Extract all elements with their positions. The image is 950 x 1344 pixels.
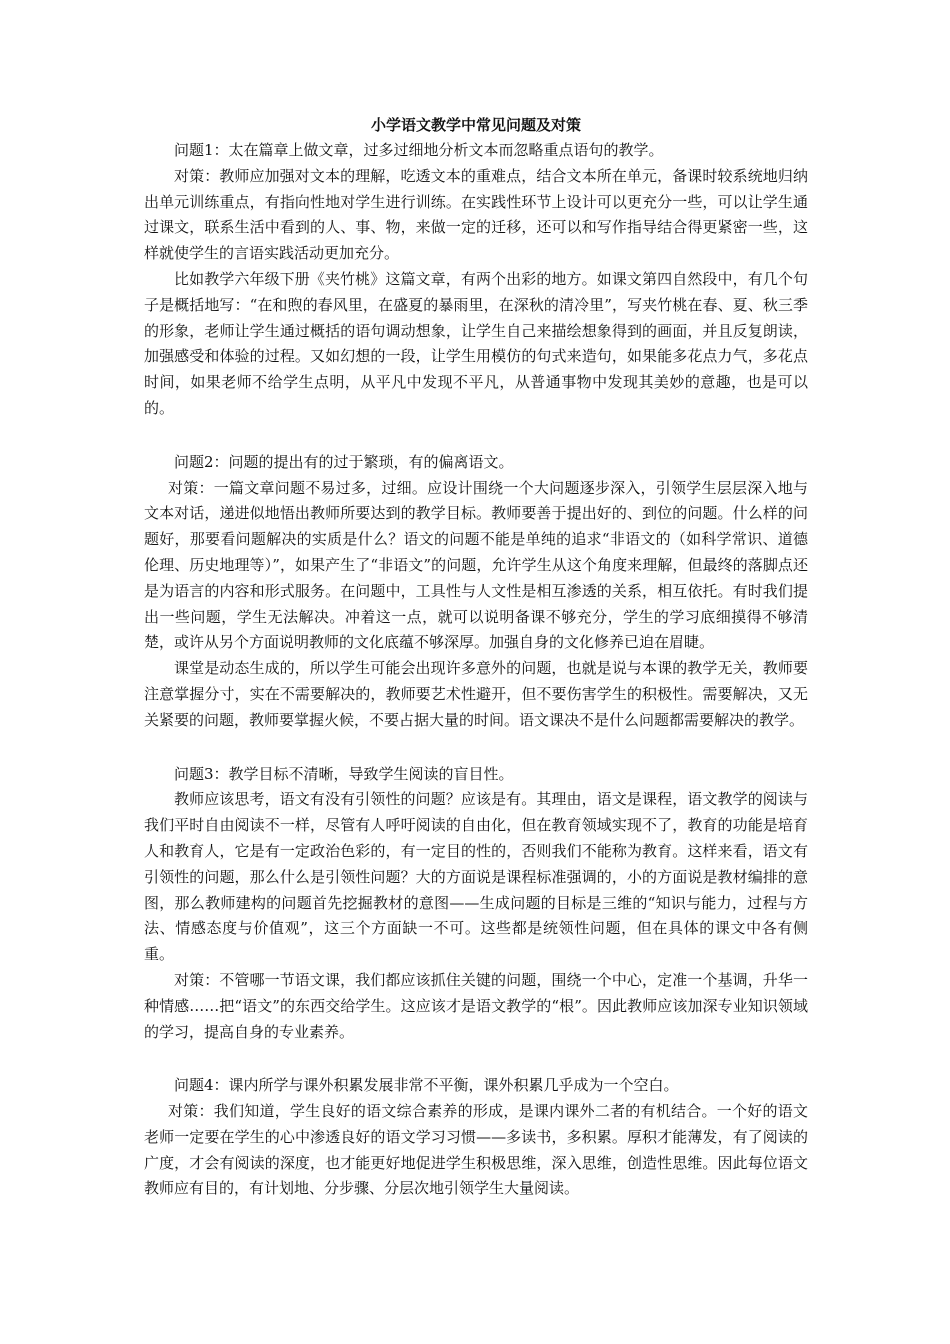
problem-2-strategy: 对策：一篇文章问题不易过多，过细。应设计围绕一个大问题逐步深入，引领学生层层深入地与文本对话，递进似地悟出教师所要达到的教学目标。教师要善于提出好的、到位的问题。什么样的问题好，那要看问题解决的实质是什么？语文的问题不能是单纯的追求“非语文的（如科学常识、道德伦理、历史地理等）”，如果产生了“非语文”的问题，允许学生从这个角度来理解，但最终的落脚点还是为语言的内容和形式服务。在问题中，工具性与人文性是相互渗透的关系，相互依托。有时我们提出一些问题，学生无法解决。冲着这一点，就可以说明备课不够充分，学生的学习底细摸得不够清楚，或许从另个方面说明教师的文化底蕴不够深厚。加强自身的文化修养已迫在眉睫。 [144,478,808,652]
problem-3-strategy: 对策：不管哪一节语文课，我们都应该抓住关键的问题，围绕一个中心，定准一个基调，升华一种情感……把“语文”的东西交给学生。这应该才是语文教学的“根”。因此教师应该加深专业知识领域的学习，提高自身的专业素养。 [144,970,808,1041]
problem-4-heading: 问题4：课内所学与课外积累发展非常不平衡，课外积累几乎成为一个空白。 [174,1076,679,1095]
problem-2-classroom-note: 课堂是动态生成的，所以学生可能会出现许多意外的问题，也就是说与本课的教学无关，教师要注意掌握分寸，实在不需要解决的，教师要艺术性避开，但不要伤害学生的积极性。需要解决，又无关紧要的问题，教师要掌握火候，不要占据大量的时间。语文课决不是什么问题都需要解决的教学。 [144,659,808,729]
problem-4-strategy: 对策：我们知道，学生良好的语文综合素养的形成，是课内课外二者的有机结合。一个好的语文老师一定要在学生的心中渗透良好的语文学习习惯——多读书，多积累。厚积才能薄发，有了阅读的广度，才会有阅读的深度，也才能更好地促进学生积极思维，深入思维，创造性思维。因此每位语文教师应有目的，有计划地、分步骤、分层次地引领学生大量阅读。 [144,1102,808,1198]
problem-2-heading: 问题2：问题的提出有的过于繁琐，有的偏离语文。 [174,452,514,471]
problem-3-discussion: 教师应该思考，语文有没有引领性的问题？应该是有。其理由，语文是课程，语文教学的阅读与我们平时自由阅读不一样，尽管有人呼吁阅读的自由化，但在教育领域实现不了，教育的功能是培育人和教育人，它是有一定政治色彩的，有一定目的性的，否则我们不能称为教育。这样来看，语文有引领性的问题，那么什么是引领性问题？大的方面说是课程标准强调的，小的方面说是教材编排的意图，那么教师建构的问题首先挖掘教材的意图——生成问题的目标是三维的“知识与能力，过程与方法、情感态度与价值观”，这三个方面缺一不可。这些都是统领性问题，但在具体的课文中各有侧重。 [144,790,808,964]
document-page [144,112,808,1202]
problem-1-example: 比如教学六年级下册《夹竹桃》这篇文章，有两个出彩的地方。如课文第四自然段中，有几个句子是概括地写：“在和煦的春风里，在盛夏的暴雨里，在深秋的清冷里”，写夹竹桃在春、夏、秋三季的形象，老师让学生通过概括的语句调动想象，让学生自己来描绘想象得到的画面，并且反复朗读，加强感受和体验的过程。又如幻想的一段，让学生用模仿的句式来造句，如果能多花点力气，多花点时间，如果老师不给学生点明，从平凡中发现不平凡，从普通事物中发现其美妙的意趣，也是可以的。 [144,269,808,417]
problem-1-strategy: 对策：教师应加强对文本的理解，吃透文本的重难点，结合文本所在单元，备课时较系统地归纳出单元训练重点，有指向性地对学生进行训练。在实践性环节上设计可以更充分一些，可以让学生通过课文，联系生活中看到的人、事、物，来做一定的迁移，还可以和写作指导结合得更紧密一些，这样就使学生的言语实践活动更加充分。 [144,166,808,263]
section-gap [144,1045,808,1073]
section-gap [144,422,808,450]
problem-3-heading: 问题3：教学目标不清晰，导致学生阅读的盲目性。 [174,764,514,783]
problem-1-heading: 问题1：太在篇章上做文章，过多过细地分析文本而忽略重点语句的教学。 [174,141,664,159]
document-title: 小学语文教学中常见问题及对策 [370,116,581,134]
section-gap [144,734,808,762]
